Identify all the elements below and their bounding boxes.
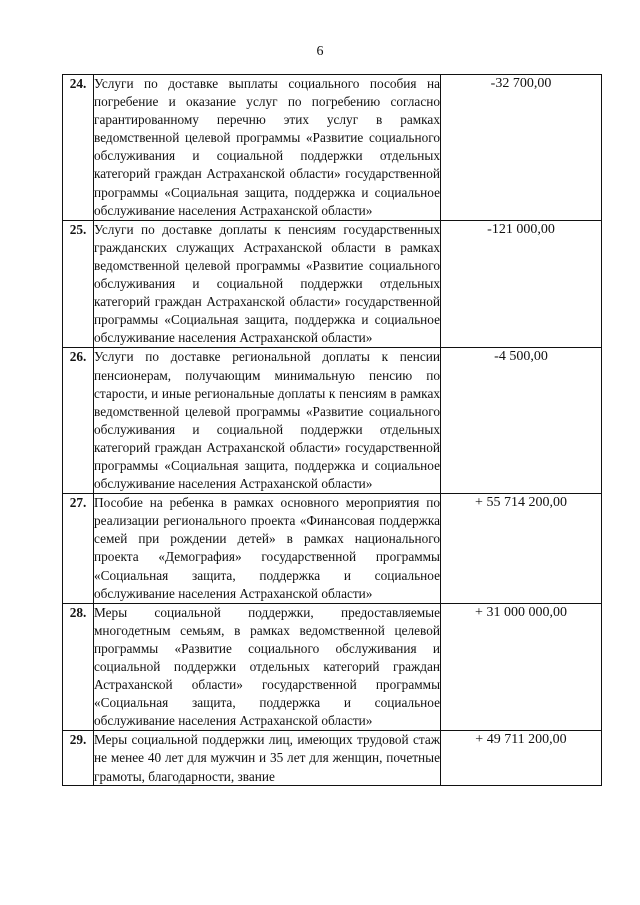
row-description: Меры социальной поддержки лиц, имеющих трудовой стаж не менее 40 лет для мужчин и 35 лет для женщин, почетные грамоты, благодарности, звание bbox=[94, 732, 440, 784]
row-number: 27. bbox=[63, 494, 94, 604]
row-number: 26. bbox=[63, 348, 94, 494]
table-row bbox=[63, 603, 602, 731]
row-number: 24. bbox=[63, 75, 94, 221]
page-number: 6 bbox=[316, 44, 324, 59]
row-amount: -32 700,00 bbox=[441, 75, 602, 221]
row-description: Меры социальной поддержки, предоставляемые многодетным семьям, в рамках ведомственной целевой программы «Развитие социального обслуживания и социальной поддержки отдельных категорий граждан Астраханской области» государственной программы «Социальная защита, поддержка и социальное обслуживание населения Астраханской области» bbox=[94, 603, 441, 731]
row-amount: + 55 714 200,00 bbox=[441, 494, 602, 604]
row-number: 29. bbox=[63, 731, 94, 786]
row-amount: -121 000,00 bbox=[441, 220, 602, 348]
row-amount: -4 500,00 bbox=[441, 348, 602, 494]
table-row bbox=[63, 348, 602, 494]
row-description: Услуги по доставке региональной доплаты к пенсии пенсионерам, получающим минимальную пенсию по старости, и иные региональные доплаты к пенсиям в рамках ведомственной целевой программы «Развитие социального обслуживания и социальной поддержки отдельных категорий граждан Астраханской области» государственной программы «Социальная защита, поддержка и социальное обслуживание населения Астраханской области» bbox=[94, 348, 441, 494]
table-row bbox=[63, 731, 602, 786]
row-number: 25. bbox=[63, 220, 94, 348]
table-row bbox=[63, 494, 602, 604]
row-number: 28. bbox=[63, 603, 94, 731]
budget-table bbox=[62, 74, 602, 786]
table-row bbox=[63, 75, 602, 221]
row-amount: + 31 000 000,00 bbox=[441, 603, 602, 731]
row-amount: + 49 711 200,00 bbox=[441, 731, 602, 786]
row-description: Услуги по доставке доплаты к пенсиям государственных гражданских служащих Астраханской области в рамках ведомственной целевой программы «Развитие социального обслуживания и социальной поддержки отдельных категорий граждан Астраханской области» государственной программы «Социальная защита, поддержка и социальное обслуживание населения Астраханской области» bbox=[94, 220, 441, 348]
row-description: Пособие на ребенка в рамках основного мероприятия по реализации регионального проекта «Финансовая поддержка семей при рождении детей» в рамках национального проекта «Демография» государственной программы «Социальная защита, поддержка и социальное обслуживание населения Астраханской области» bbox=[94, 494, 441, 604]
row-description: Услуги по доставке выплаты социального пособия на погребение и оказание услуг по погребению согласно гарантированному перечню этих услуг в рамках ведомственной целевой программы «Развитие социального обслуживания и социальной поддержки отдельных категорий граждан Астраханской области» государственной программы «Социальная защита, поддержка и социальное обслуживание населения Астраханской области» bbox=[94, 75, 441, 221]
table-row bbox=[63, 220, 602, 348]
row-description-cell bbox=[94, 731, 441, 786]
